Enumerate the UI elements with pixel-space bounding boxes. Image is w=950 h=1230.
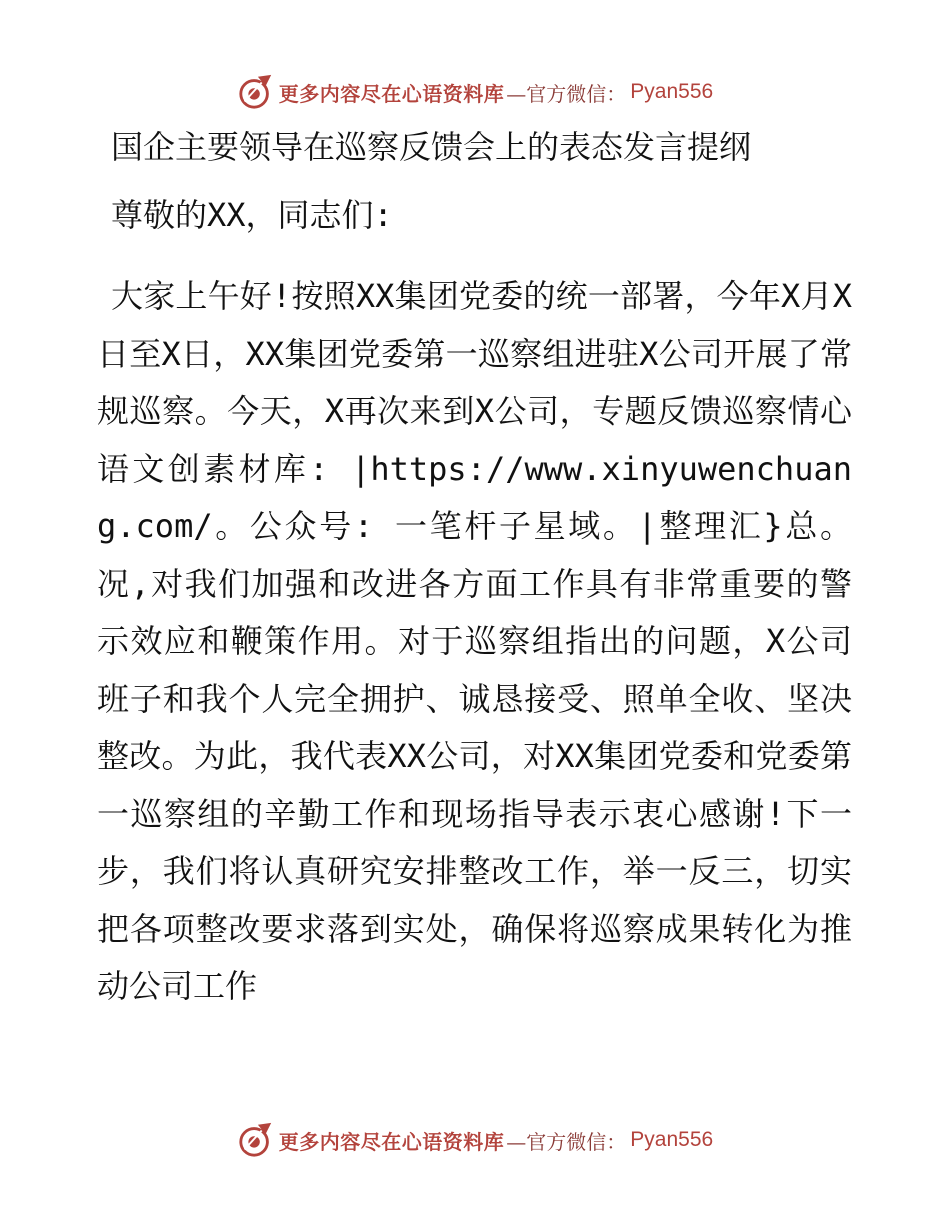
document-body: [97, 122, 852, 1016]
pen-logo-icon: [237, 73, 275, 111]
header-watermark: [0, 70, 950, 114]
banner-site-text: 更多内容尽在心语资料库: [278, 1129, 505, 1154]
document-title: 国企主要领导在巡察反馈会上的表态发言提纲: [111, 128, 752, 166]
document-paragraph: 大家上午好!按照XX集团党委的统一部署，今年X月X日至X日，XX集团党委第一巡察组进驻X公司开展了常规巡察。今天，X再次来到X公司，专题反馈巡察情心语文创素材库: |https://www.xinyuwenchuang.com/。公众号: 一笔杆子星域。|整理汇}总。况,对我们加强和改进各方面工作具有非常重要的警示效应和鞭策作用。对于巡察组指出的问题，X公司班子和我个人完全拥护、诚恳接受、照单全收、坚决整改。为此，我代表XX公司，对XX集团党委和党委第一巡察组的辛勤工作和现场指导表示衷心感谢!下一步，我们将认真研究安排整改工作，举一反三，切实把各项整改要求落到实处，确保将巡察成果转化为推动公司工作: [97, 277, 852, 1005]
pen-logo-icon: [237, 1121, 275, 1159]
document-greeting: 尊敬的XX，同志们:: [111, 196, 393, 234]
banner-handle-text: Pyan556: [630, 1128, 714, 1151]
banner-dash-text: —官方微信：: [506, 1129, 627, 1154]
banner-dash-text: —官方微信：: [506, 81, 627, 106]
banner-site-text: 更多内容尽在心语资料库: [278, 81, 505, 106]
banner-handle-text: Pyan556: [630, 80, 714, 103]
footer-watermark: [0, 1118, 950, 1162]
